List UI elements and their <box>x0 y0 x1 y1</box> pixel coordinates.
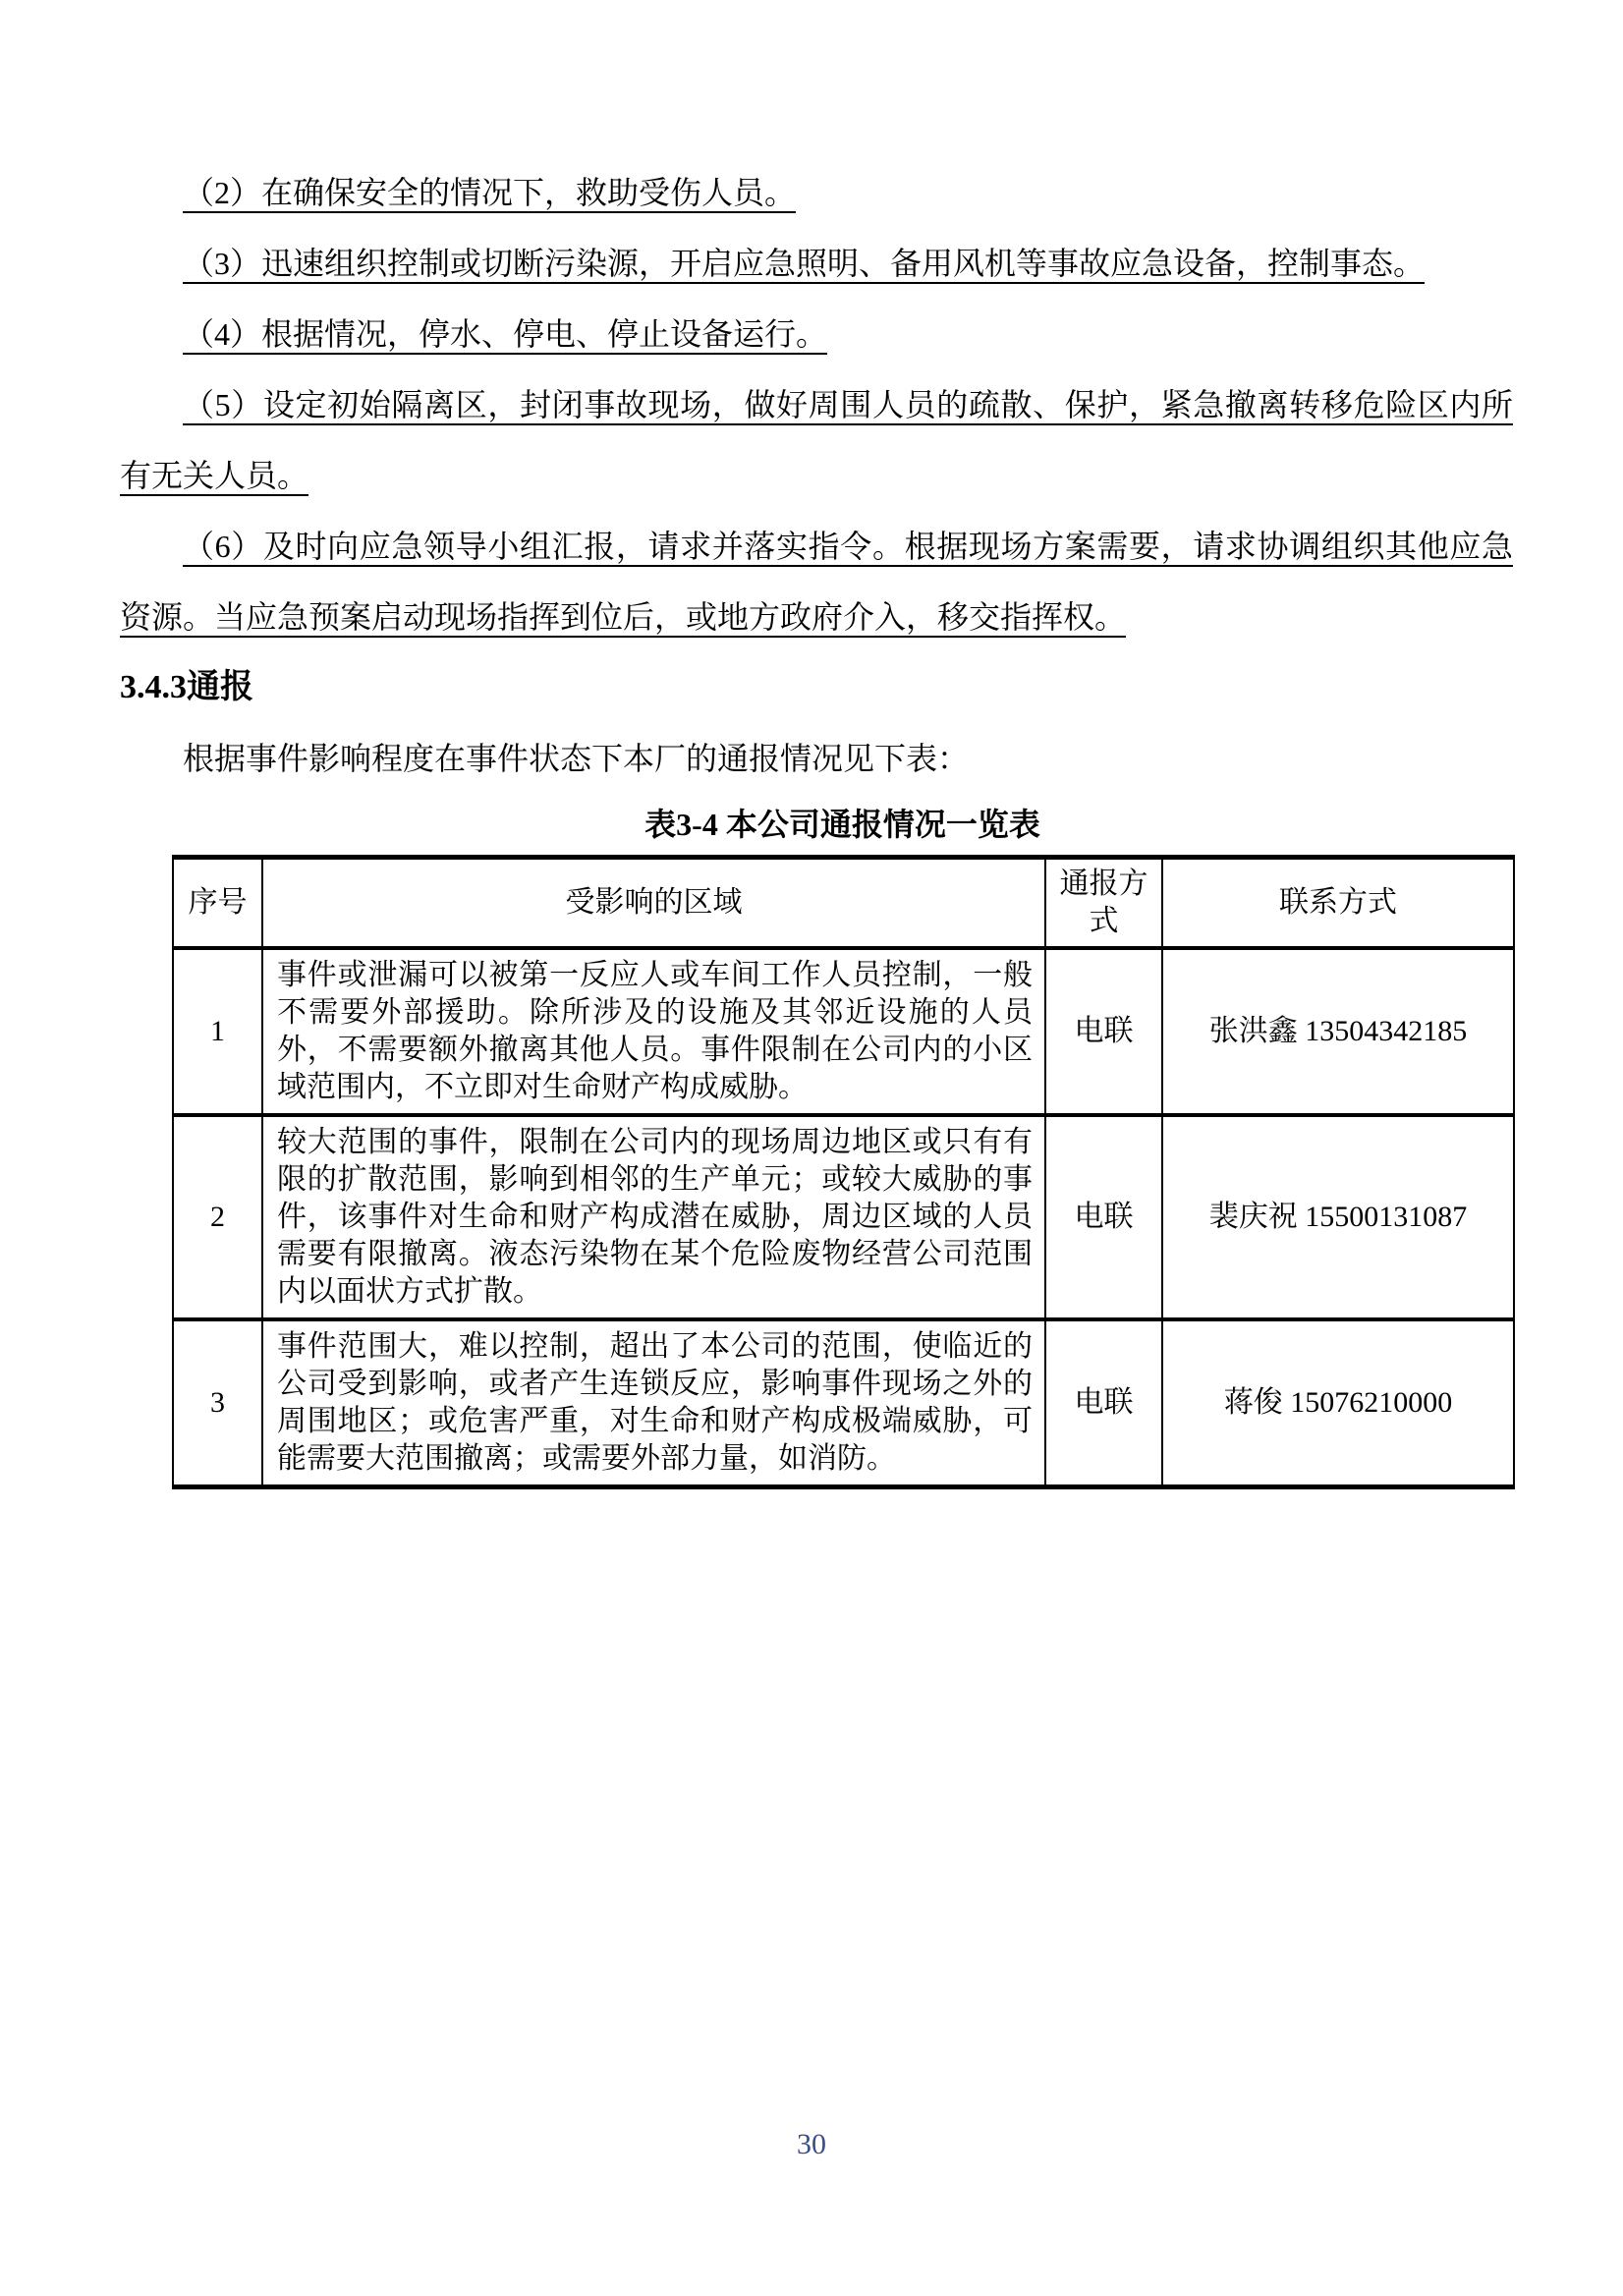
header-notify-method: 通报方式 <box>1045 858 1162 949</box>
row-affected-area: 事件范围大，难以控制，超出了本公司的范围，使临近的公司受到影响，或者产生连锁反应，影响事件现场之外的周围地区；或危害严重，对生命和财产构成极端威胁，可能需要大范围撤离；或需要外部力量，如消防。 <box>262 1319 1045 1487</box>
paragraph-item-3: （3）迅速组织控制或切断污染源，开启应急照明、备用风机等事故应急设备，控制事态。 <box>183 246 1426 281</box>
section-intro: 根据事件影响程度在事件状态下本厂的通报情况见下表： <box>183 741 970 776</box>
row-notify-method: 电联 <box>1045 1115 1162 1319</box>
header-affected-area: 受影响的区域 <box>262 858 1045 949</box>
table-row <box>173 1115 1514 1319</box>
header-serial-number: 序号 <box>173 858 262 949</box>
paragraph-item-4: （4）根据情况，停水、停电、停止设备运行。 <box>183 316 828 352</box>
page-content <box>120 157 1513 1489</box>
table-title: 表3-4 本公司通报情况一览表 <box>644 807 1040 842</box>
row-serial-number: 3 <box>173 1319 262 1487</box>
row-serial-number: 1 <box>173 948 262 1115</box>
table-row <box>173 1319 1514 1487</box>
section-heading: 3.4.3通报 <box>120 669 253 705</box>
notification-table <box>172 855 1515 1489</box>
paragraph-item-6: （6）及时向应急领导小组汇报，请求并落实指令。根据现场方案需要，请求协调组织其他应急资源。当应急预案启动现场指挥到位后，或地方政府介入，移交指挥权。 <box>120 529 1513 635</box>
paragraph-item-5: （5）设定初始隔离区，封闭事故现场，做好周围人员的疏散、保护，紧急撤离转移危险区内所有无关人员。 <box>120 387 1513 493</box>
row-contact: 蒋俊 15076210000 <box>1162 1319 1514 1487</box>
paragraph-item-2: （2）在确保安全的情况下，救助受伤人员。 <box>183 175 797 210</box>
row-notify-method: 电联 <box>1045 948 1162 1115</box>
header-contact: 联系方式 <box>1162 858 1514 949</box>
row-affected-area: 事件或泄漏可以被第一反应人或车间工作人员控制，一般不需要外部援助。除所涉及的设施及其邻近设施的人员外，不需要额外撤离其他人员。事件限制在公司内的小区域范围内，不立即对生命财产构成威胁。 <box>262 948 1045 1115</box>
row-affected-area: 较大范围的事件，限制在公司内的现场周边地区或只有有限的扩散范围，影响到相邻的生产单元；或较大威胁的事件，该事件对生命和财产构成潜在威胁，周边区域的人员需要有限撤离。液态污染物在某个危险废物经营公司范围内以面状方式扩散。 <box>262 1115 1045 1319</box>
row-notify-method: 电联 <box>1045 1319 1162 1487</box>
row-contact: 张洪鑫 13504342185 <box>1162 948 1514 1115</box>
page-number: 30 <box>797 2128 826 2160</box>
table-row <box>173 948 1514 1115</box>
table-header-row <box>173 858 1514 949</box>
row-serial-number: 2 <box>173 1115 262 1319</box>
row-contact: 裴庆祝 15500131087 <box>1162 1115 1514 1319</box>
body-paragraphs <box>120 157 1513 652</box>
